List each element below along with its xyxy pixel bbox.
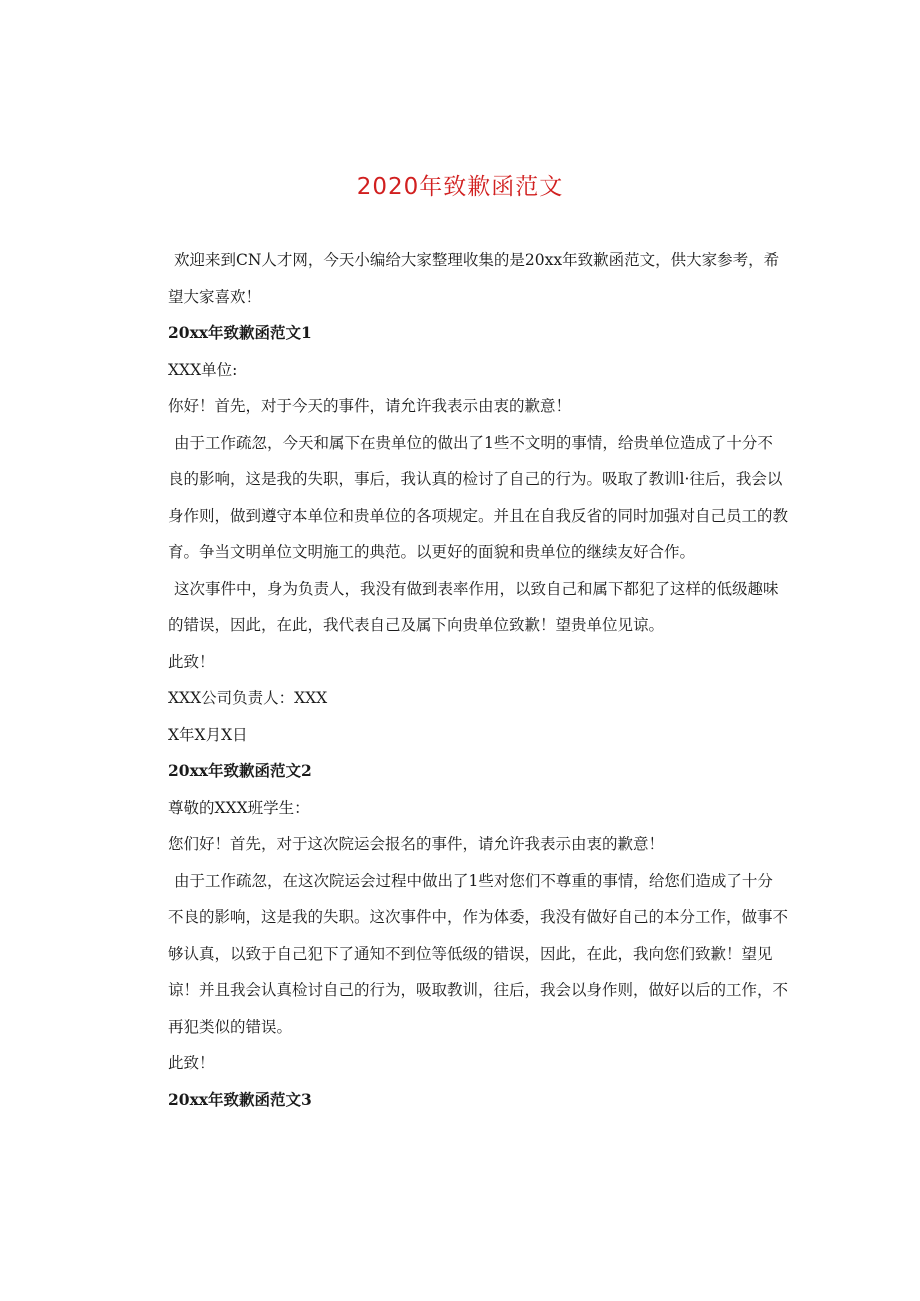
letter2-heading: 20xx年致歉函范文2 <box>168 761 312 780</box>
letter3-heading: 20xx年致歉函范文3 <box>168 1089 312 1109</box>
document-body <box>168 242 788 1118</box>
intro-paragraph: 欢迎来到CN人才网，今天小编给大家整理收集的是20xx年致歉函范文，供大家参考，希望大家喜欢！ <box>168 251 780 306</box>
letter1-heading: 20xx年致歉函范文1 <box>168 323 312 342</box>
letter2-closing: 此致！ <box>168 1054 215 1072</box>
letter1-greeting: 你好！首先，对于今天的事件，请允许我表示由衷的歉意！ <box>168 397 572 415</box>
letter1-closing: 此致！ <box>168 652 215 671</box>
letter2-paragraph-1: 由于工作疏忽，在这次院运会过程中做出了1些对您们不尊重的事情，给您们造成了十分不良的影响，这是我的失职。这次事件中，作为体委，我没有做好自己的本分工作，做事不够认真，以致于自己犯下了通知不到位等低级的错误，因此，在此，我向您们致歉！望见谅！并且我会认真检讨自己的行为，吸取教训，往后，我会以身作则，做好以后的工作，不再犯类似的错误。 <box>168 871 789 1036</box>
letter1-date: X年X月X日 <box>168 725 248 744</box>
letter1-salutation: XXX单位: <box>168 360 238 379</box>
letter1-signature: XXX公司负责人：XXX <box>168 689 328 707</box>
letter2-greeting: 您们好！首先，对于这次院运会报名的事件，请允许我表示由衷的歉意！ <box>168 835 665 853</box>
letter2-salutation: 尊敬的XXX班学生： <box>168 798 310 817</box>
letter1-paragraph-2: 这次事件中，身为负责人，我没有做到表率作用，以致自己和属下都犯了这样的低级趣味的错误，因此，在此，我代表自己及属下向贵单位致歉！望贵单位见谅。 <box>168 579 779 634</box>
letter1-paragraph-1: 由于工作疏忽，今天和属下在贵单位的做出了1些不文明的事情，给贵单位造成了十分不良的影响，这是我的失职，事后，我认真的检讨了自己的行为。吸取了教训l·往后，我会以身作则，做到遵守本单位和贵单位的各项规定。并且在自我反省的同时加强对自己员工的教育。争当文明单位文明施工的典范。以更好的面貌和贵单位的继续友好合作。 <box>168 433 789 561</box>
document-title: 2020年致歉函范文 <box>356 174 564 200</box>
